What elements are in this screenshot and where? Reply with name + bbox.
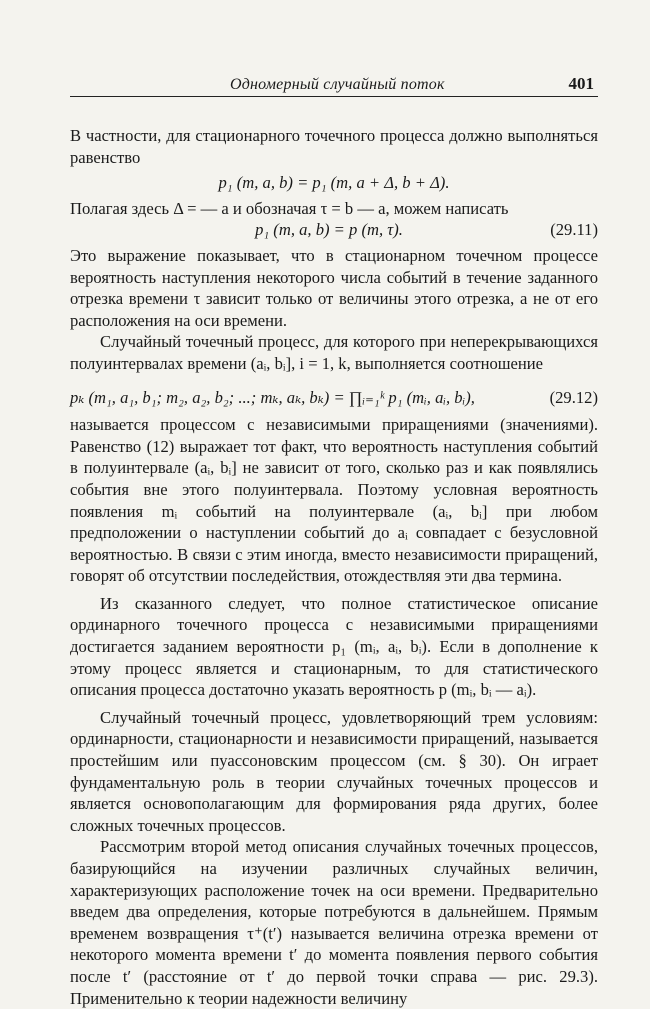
paragraph-statistical-description: Из сказанного следует, что полное статистическое описание ординарного точечного процесса с независимыми приращениями достигается заданием вероятности p₁ (mᵢ, aᵢ, bᵢ). Если в дополнение к этому процесс является и стационарным, то для статистического описания процесса достаточно указать вероятность p (mᵢ, bᵢ — aᵢ). bbox=[70, 593, 598, 700]
equation-29-12-expression: pₖ (m₁, a₁, b₁; m₂, a₂, b₂; ...; mₖ, aₖ, bₖ) = ∏ᵢ₌₁ᵏ p₁ (mᵢ, aᵢ, bᵢ), bbox=[70, 387, 475, 407]
page-number: 401 bbox=[568, 74, 594, 93]
paragraph-independent-increments: называется процессом с независимыми приращениями (значениями). Равенство (12) выражает тот факт, что вероятность наступления событий в полуинтервале (aᵢ, bᵢ] не зависит от того, сколько раз и как появлялись события вне этого полуинтервала. Поэтому условная вероятность появления mᵢ событий на полуинтервале (aᵢ, bᵢ] при любом предположении о наступлении событий до aᵢ совпадает с безусловной вероятностью. В связи с этим иногда, вместо независимости приращений, говорят об отсутствии последействия, отождествляя эти два термина. bbox=[70, 415, 598, 586]
equation-stationarity: p₁ (m, a, b) = p₁ (m, a + Δ, b + Δ). bbox=[218, 173, 450, 193]
equation-29-12-number: (29.12) bbox=[549, 387, 598, 407]
equation-29-12 bbox=[70, 387, 598, 409]
paragraph-interpretation: Это выражение показывает, что в стационарном точечном процессе вероятность наступления некоторого числа событий в течение заданного отрезка времени τ зависит только от величины этого отрезка, а не от его расположения на оси времени. bbox=[70, 245, 598, 330]
running-head-title: Одномерный случайный поток bbox=[230, 76, 445, 93]
paragraph-poisson-process: Случайный точечный процесс, удовлетворяющий трем условиям: ординарности, стационарности и независимости приращений, называется простейшим или пуассоновским процессом (см. § 30). Он играет фундаментальную роль в теории случайных точечных процессов и является основополагающим для формирования ряда других, более сложных точечных процессов. bbox=[70, 707, 598, 835]
paragraph-independent-definition: Случайный точечный процесс, для которого при неперекрывающихся полуинтервалах времени (aᵢ, bᵢ], i = 1, k, выполняется соотношение bbox=[70, 332, 598, 373]
paragraph-stationary: В частности, для стационарного точечного процесса должно выполняться равенство bbox=[70, 126, 598, 167]
equation-29-11-expression: p₁ (m, a, b) = p (m, τ). bbox=[255, 220, 403, 240]
page-body bbox=[70, 125, 598, 1009]
equation-29-11-number: (29.11) bbox=[550, 220, 598, 240]
equation-29-11 bbox=[70, 219, 598, 241]
paragraph-substitution: Полагая здесь Δ = — a и обозначая τ = b — a, можем написать bbox=[70, 198, 509, 218]
running-head bbox=[70, 74, 598, 97]
paragraph-second-method: Рассмотрим второй метод описания случайных точечных процессов, базирующийся на изучении различных случайных величин, характеризующих расположение точек на оси времени. Предварительно введем два определения, которые потребуются в дальнейшем. Прямым временем возвращения τ⁺(t′) называется величина отрезка времени от некоторого момента времени t′ до момента появления первого события после t′ (расстояние от t′ до первой точки справа — рис. 29.3). Применительно к теории надежности величину bbox=[70, 837, 598, 1008]
